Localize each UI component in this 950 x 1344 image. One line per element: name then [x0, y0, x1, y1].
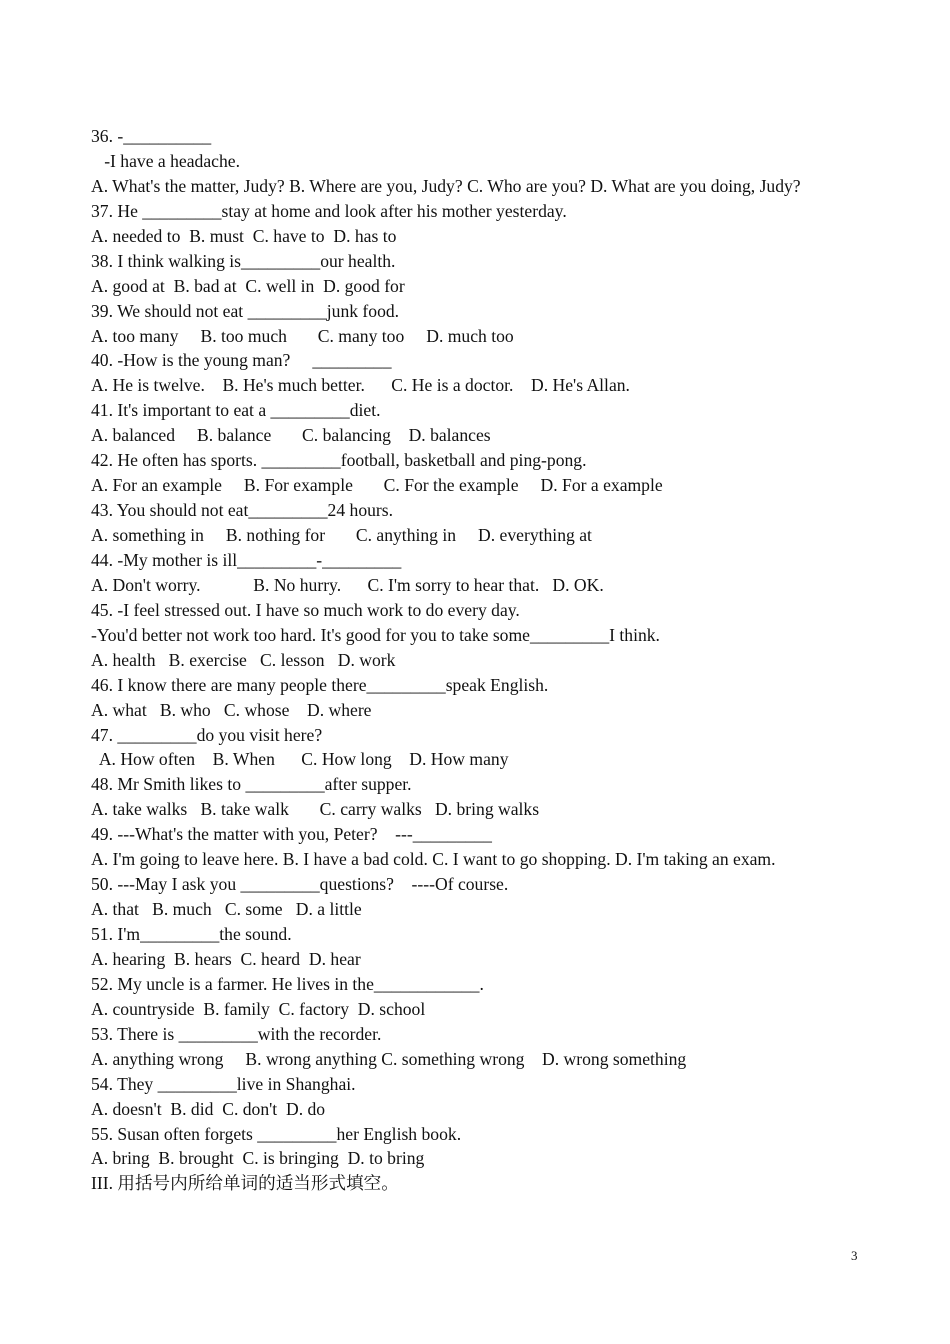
question-39-options: A. too many B. too much C. many too D. much too: [91, 325, 514, 346]
question-46: 46. I know there are many people there_________speak English.: [91, 674, 549, 695]
page-number: 3: [851, 1248, 858, 1263]
question-44: 44. -My mother is ill_________-_________: [91, 549, 402, 570]
question-45: 45. -I feel stressed out. I have so much work to do every day.: [91, 599, 520, 620]
question-43-options: A. something in B. nothing for C. anything in D. everything at: [91, 525, 592, 546]
question-51: 51. I'm_________the sound.: [91, 924, 292, 945]
question-40: 40. -How is the young man? _________: [91, 350, 392, 371]
question-46-options: A. what B. who C. whose D. where: [91, 699, 372, 720]
question-47: 47. _________do you visit here?: [91, 724, 323, 745]
question-36: 36. -__________: [91, 126, 212, 146]
question-51-options: A. hearing B. hears C. heard D. hear: [91, 948, 361, 969]
question-42-options: A. For an example B. For example C. For the example D. For a example: [91, 475, 663, 496]
section-heading-III: III. 用括号内所给单词的适当形式填空。: [91, 1173, 399, 1194]
question-40-options: A. He is twelve. B. He's much better. C. He is a doctor. D. He's Allan.: [91, 375, 630, 396]
question-55: 55. Susan often forgets _________her English book.: [91, 1123, 462, 1144]
question-53-options: A. anything wrong B. wrong anything C. something wrong D. wrong something: [91, 1048, 687, 1069]
question-55-options: A. bring B. brought C. is bringing D. to bring: [91, 1148, 425, 1169]
question-45-options: A. health B. exercise C. lesson D. work: [91, 649, 396, 670]
question-52: 52. My uncle is a farmer. He lives in the____________.: [91, 973, 484, 994]
question-38: 38. I think walking is_________our health.: [91, 250, 396, 271]
question-53: 53. There is _________with the recorder.: [91, 1023, 382, 1044]
question-47-options: A. How often B. When C. How long D. How many: [91, 749, 509, 770]
question-44-options: A. Don't worry. B. No hurry. C. I'm sorry to hear that. D. OK.: [91, 574, 604, 595]
question-37-options: A. needed to B. must C. have to D. has to: [91, 225, 397, 246]
question-43: 43. You should not eat_________24 hours.: [91, 500, 394, 521]
question-list: [91, 124, 863, 1196]
question-50-options: A. that B. much C. some D. a little: [91, 899, 362, 920]
question-50: 50. ---May I ask you _________questions? ----Of course.: [91, 874, 509, 895]
question-52-options: A. countryside B. family C. factory D. school: [91, 998, 426, 1019]
question-42: 42. He often has sports. _________football, basketball and ping-pong.: [91, 450, 587, 471]
question-41: 41. It's important to eat a _________diet.: [91, 400, 381, 421]
question-48: 48. Mr Smith likes to _________after supper.: [91, 774, 412, 795]
question-38-options: A. good at B. bad at C. well in D. good for: [91, 275, 405, 296]
question-49-options: A. I'm going to leave here. B. I have a bad cold. C. I want to go shopping. D. I'm taking an exam.: [91, 849, 776, 870]
question-41-options: A. balanced B. balance C. balancing D. balances: [91, 425, 491, 446]
question-45-reply: -You'd better not work too hard. It's good for you to take some_________I think.: [91, 624, 660, 645]
question-39: 39. We should not eat _________junk food.: [91, 300, 400, 321]
question-49: 49. ---What's the matter with you, Peter? ---_________: [91, 824, 492, 845]
question-36-reply: -I have a headache.: [91, 150, 240, 171]
question-48-options: A. take walks B. take walk C. carry walks D. bring walks: [91, 799, 540, 820]
question-37: 37. He _________stay at home and look after his mother yesterday.: [91, 200, 567, 221]
question-54-options: A. doesn't B. did C. don't D. do: [91, 1098, 326, 1119]
question-54: 54. They _________live in Shanghai.: [91, 1073, 356, 1094]
question-36-options: A. What's the matter, Judy? B. Where are you, Judy? C. Who are you? D. What are you doing, Judy?: [91, 175, 801, 196]
